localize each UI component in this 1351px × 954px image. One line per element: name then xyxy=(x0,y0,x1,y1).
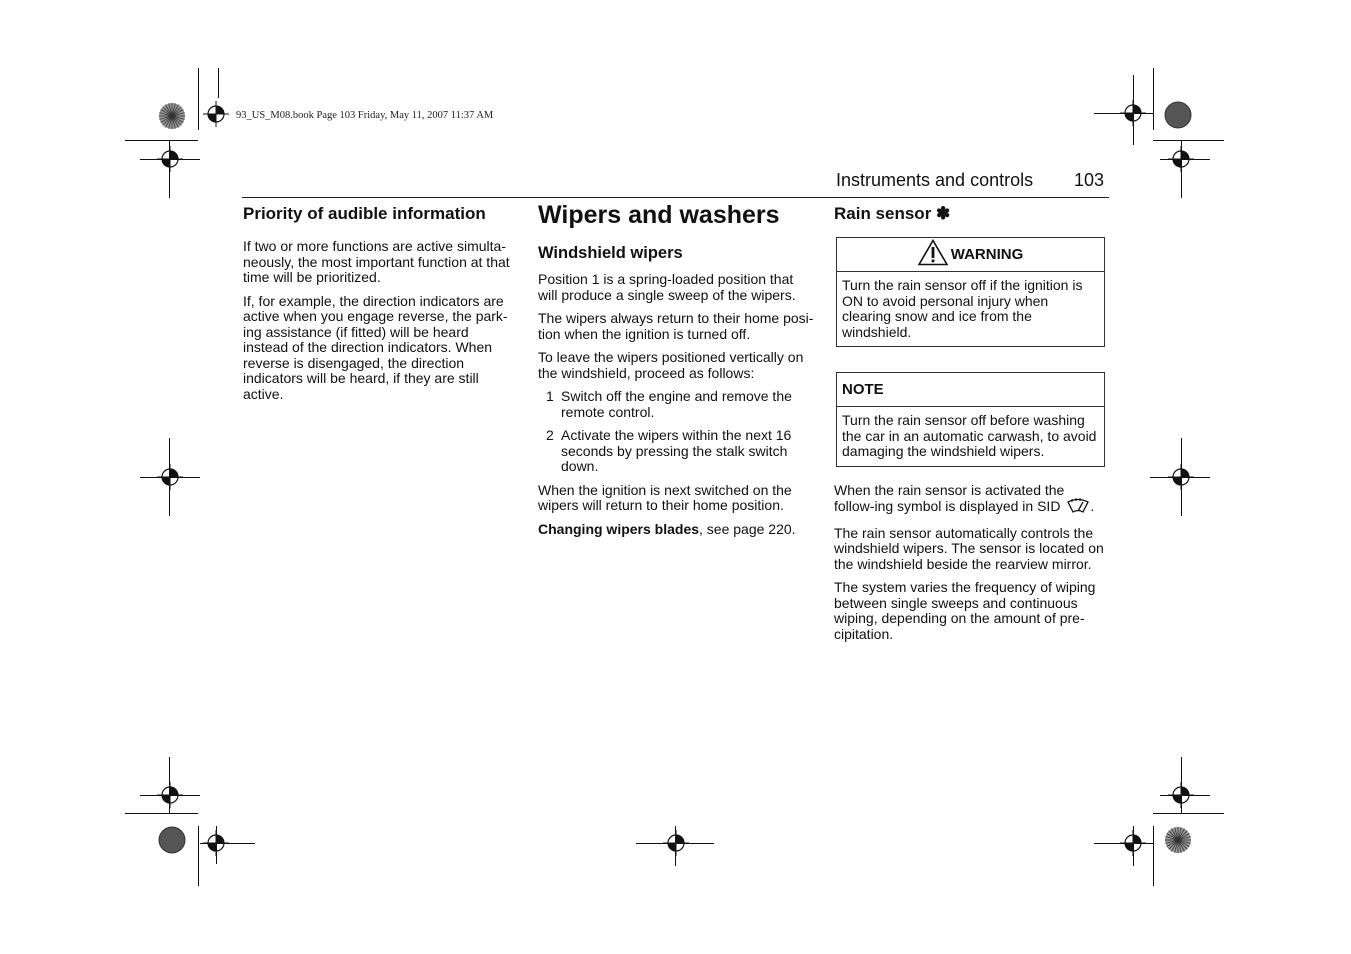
step-text: Activate the wipers within the next 16 seconds by pressing the stalk switch down. xyxy=(561,427,792,474)
crop-mark-line xyxy=(1153,140,1224,141)
column-wipers xyxy=(538,200,814,545)
running-header xyxy=(836,170,1106,191)
rain-sensor-paragraph-2: The rain sensor automatically controls the windshield wipers. The sensor is located on the windshield beside the rearview mirror. xyxy=(834,524,1104,572)
list-item xyxy=(538,428,814,475)
color-bar-dot-icon xyxy=(1164,826,1192,854)
crop-mark-line xyxy=(1160,795,1210,796)
step-number: 2 xyxy=(546,427,554,443)
wipers-paragraph-2: The wipers always return to their home posi-tion when the ignition is turned off. xyxy=(538,310,814,342)
rain-sensor-paragraph-1-end: . xyxy=(1090,498,1095,514)
crop-mark-line xyxy=(198,826,199,886)
crop-mark-line xyxy=(1133,75,1134,145)
priority-paragraph-1: If two or more functions are active simulta-neously, the most important function at that time will be prioritized. xyxy=(243,238,510,285)
crop-mark-line xyxy=(636,843,714,844)
cross-reference-rest: , see page 220. xyxy=(699,520,796,537)
crop-mark-line xyxy=(125,140,198,141)
crop-mark-line xyxy=(1133,826,1134,866)
rain-sensor-paragraph-3: The system varies the frequency of wiping between single sweeps and continuous wiping, depending on the amount of pre-cipitation. xyxy=(834,579,1096,642)
print-slug: 93_US_M08.book Page 103 Friday, May 11, 2007 11:37 AM xyxy=(236,110,494,121)
crop-mark-line xyxy=(218,68,219,98)
wipers-paragraph-3: To leave the wipers positioned vertically on the windshield, proceed as follows: xyxy=(538,349,804,381)
crop-mark-line xyxy=(200,843,255,844)
color-bar-dot-icon xyxy=(158,102,186,130)
cross-reference xyxy=(538,522,814,538)
crop-mark-line xyxy=(140,477,200,478)
warning-title: WARNING xyxy=(950,245,1024,263)
header-rule xyxy=(242,197,1109,198)
crop-mark-line xyxy=(198,68,199,130)
warning-body: Turn the rain sensor off if the ignition is ON to avoid personal injury when clearing snow and ice from the windshield. xyxy=(842,277,1083,340)
page-title: Wipers and washers xyxy=(538,201,780,229)
note-title: NOTE xyxy=(837,373,1104,407)
rain-sensor-wiper-icon xyxy=(1066,498,1090,518)
crop-mark-line xyxy=(140,795,200,796)
crop-mark-line xyxy=(1150,477,1210,478)
crop-mark-line xyxy=(169,757,170,813)
rain-sensor-heading-text: Rain sensor xyxy=(834,204,932,223)
step-text: Switch off the engine and remove the remote control. xyxy=(561,388,792,420)
cross-reference-bold: Changing wipers blades xyxy=(538,520,700,537)
crop-mark-line xyxy=(675,826,676,866)
steps-list xyxy=(538,389,814,475)
note-body: Turn the rain sensor off before washing the car in an automatic carwash, to avoid damaging the windshield wipers. xyxy=(842,412,1097,459)
windshield-wipers-heading: Windshield wipers xyxy=(538,244,683,262)
crop-mark-line xyxy=(1153,813,1224,814)
crop-mark-line xyxy=(140,159,200,160)
crop-mark-line xyxy=(1181,140,1182,198)
crop-mark-line xyxy=(1094,843,1154,844)
crop-mark-line xyxy=(169,140,170,198)
crop-mark-line xyxy=(1153,68,1154,130)
wipers-paragraph-after-steps: When the ignition is next switched on the wipers will return to their home position. xyxy=(538,481,792,513)
warning-triangle-icon xyxy=(918,239,948,270)
page-number: 103 xyxy=(1074,170,1105,190)
crop-mark-line xyxy=(125,813,198,814)
column-rain-sensor xyxy=(834,205,1106,650)
rain-sensor-paragraph-1 xyxy=(834,483,1106,518)
warning-box xyxy=(836,237,1105,347)
step-number: 1 xyxy=(546,388,554,404)
crop-mark-line xyxy=(1181,757,1182,813)
wipers-paragraph-1: Position 1 is a spring-loaded position that will produce a single sweep of the wipers. xyxy=(538,271,796,303)
column-priority xyxy=(243,205,515,410)
crop-mark-line xyxy=(1094,113,1154,114)
crop-mark-line xyxy=(216,826,217,864)
priority-heading: Priority of audible information xyxy=(243,204,486,223)
crop-mark-line xyxy=(1160,159,1210,160)
priority-paragraph-2: If, for example, the direction indicators are active when you engage reverse, the park-ing assistance (if fitted) will be heard instead of the direction indicators. When reverse is disengaged, the direction indicators will be heard, if they are still active. xyxy=(243,292,508,402)
crop-mark-line xyxy=(1153,826,1154,886)
note-box xyxy=(836,372,1105,467)
rain-sensor-option-icon: ✽ xyxy=(936,204,951,223)
list-item xyxy=(538,389,814,420)
color-bar-dot-icon xyxy=(158,826,186,854)
rain-sensor-paragraph-1-text: When the rain sensor is activated the follow-ing symbol is displayed in SID xyxy=(834,481,1065,514)
color-bar-dot-icon xyxy=(1164,101,1192,129)
warning-title-bar xyxy=(837,238,1104,272)
registration-mark-icon xyxy=(203,101,229,127)
header-section-title: Instruments and controls xyxy=(836,170,1034,190)
rain-sensor-heading xyxy=(834,205,1106,223)
